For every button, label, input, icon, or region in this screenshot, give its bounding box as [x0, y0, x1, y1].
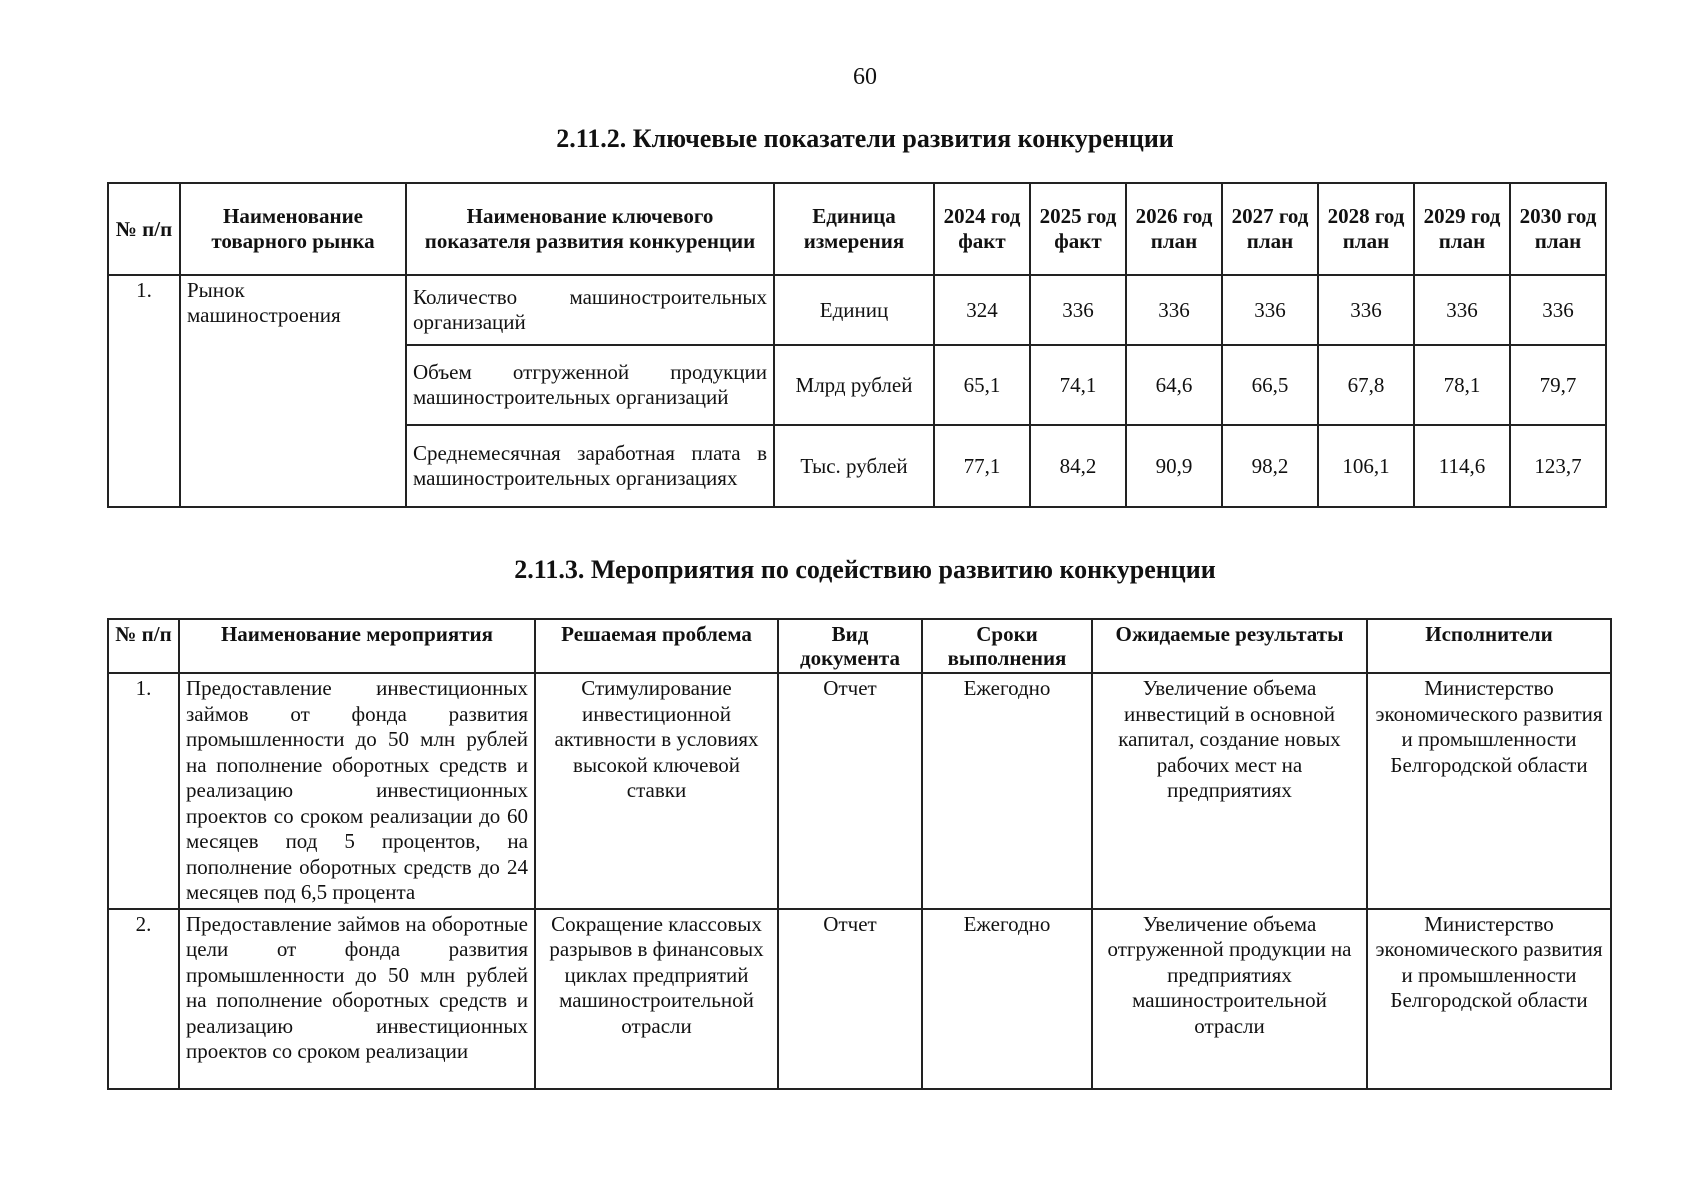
event-problem: Стимулирование инвестиционной активности в условиях высокой ключевой ставки	[535, 673, 778, 909]
header-2030: 2030 год план	[1510, 183, 1606, 275]
indicator-name: Количество машиностроительных организаций	[406, 275, 774, 345]
indicator-name: Среднемесячная заработная плата в машиностроительных организациях	[406, 425, 774, 507]
executors: Министерство экономического развития и промышленности Белгородской области	[1367, 673, 1611, 909]
row-number: 2.	[108, 909, 179, 1089]
executors: Министерство экономического развития и промышленности Белгородской области	[1367, 909, 1611, 1089]
header-market: Наименование товарного рынка	[180, 183, 406, 275]
header-2025: 2025 год факт	[1030, 183, 1126, 275]
events-header-row	[108, 619, 1611, 673]
value-2028: 67,8	[1318, 345, 1414, 425]
value-2025: 74,1	[1030, 345, 1126, 425]
header-2028: 2028 год план	[1318, 183, 1414, 275]
unit-cell: Единиц	[774, 275, 934, 345]
market-name: Рынок машиностроения	[180, 275, 406, 507]
value-2024: 324	[934, 275, 1030, 345]
value-2030: 336	[1510, 275, 1606, 345]
value-2027: 336	[1222, 275, 1318, 345]
document-type: Отчет	[778, 909, 922, 1089]
unit-cell: Тыс. рублей	[774, 425, 934, 507]
section-title-kpi: 2.11.2. Ключевые показатели развития конкуренции	[556, 124, 1174, 153]
section-title-events: 2.11.3. Мероприятия по содействию развитию конкуренции	[514, 555, 1216, 584]
value-2030: 123,7	[1510, 425, 1606, 507]
value-2026: 64,6	[1126, 345, 1222, 425]
value-2026: 336	[1126, 275, 1222, 345]
value-2024: 77,1	[934, 425, 1030, 507]
table-row	[108, 909, 1611, 1089]
value-2029: 78,1	[1414, 345, 1510, 425]
header-unit: Единица измерения	[774, 183, 934, 275]
expected-results: Увеличение объема инвестиций в основной капитал, создание новых рабочих мест на предприятиях	[1092, 673, 1367, 909]
expected-results: Увеличение объема отгруженной продукции на предприятиях машиностроительной отрасли	[1092, 909, 1367, 1089]
header-problem: Решаемая проблема	[535, 619, 778, 673]
value-2030: 79,7	[1510, 345, 1606, 425]
header-executors: Исполнители	[1367, 619, 1611, 673]
events-table	[107, 618, 1612, 1090]
event-name: Предоставление займов на оборотные цели от фонда развития промышленности до 50 млн рублей на пополнение оборотных средств и реализацию инвестиционных проектов со сроком реализации	[179, 909, 535, 1089]
page-number: 60	[853, 64, 877, 90]
row-number: 1.	[108, 275, 180, 507]
value-2025: 336	[1030, 275, 1126, 345]
header-indicator: Наименование ключевого показателя развития конкуренции	[406, 183, 774, 275]
header-num: № п/п	[108, 183, 180, 275]
value-2028: 336	[1318, 275, 1414, 345]
header-document-type: Вид документа	[778, 619, 922, 673]
header-2026: 2026 год план	[1126, 183, 1222, 275]
header-event-name: Наименование мероприятия	[179, 619, 535, 673]
table-row	[108, 673, 1611, 909]
header-num: № п/п	[108, 619, 179, 673]
header-deadline: Сроки выполнения	[922, 619, 1092, 673]
value-2028: 106,1	[1318, 425, 1414, 507]
document-type: Отчет	[778, 673, 922, 909]
unit-cell: Млрд рублей	[774, 345, 934, 425]
kpi-table	[107, 182, 1607, 508]
event-name: Предоставление инвестиционных займов от фонда развития промышленности до 50 млн рублей на пополнение оборотных средств и реализацию инвестиционных проектов со сроком реализации до 60 месяцев под 5 процентов, на пополнение оборотных средств до 24 месяцев под 6,5 процента	[179, 673, 535, 909]
kpi-header-row	[108, 183, 1606, 275]
indicator-name: Объем отгруженной продукции машиностроительных организаций	[406, 345, 774, 425]
header-expected-results: Ожидаемые результаты	[1092, 619, 1367, 673]
value-2029: 336	[1414, 275, 1510, 345]
value-2024: 65,1	[934, 345, 1030, 425]
value-2029: 114,6	[1414, 425, 1510, 507]
row-number: 1.	[108, 673, 179, 909]
value-2027: 66,5	[1222, 345, 1318, 425]
event-problem: Сокращение классовых разрывов в финансовых циклах предприятий машиностроительной отрасли	[535, 909, 778, 1089]
header-2027: 2027 год план	[1222, 183, 1318, 275]
deadline: Ежегодно	[922, 909, 1092, 1089]
value-2026: 90,9	[1126, 425, 1222, 507]
deadline: Ежегодно	[922, 673, 1092, 909]
value-2025: 84,2	[1030, 425, 1126, 507]
table-row	[108, 275, 1606, 345]
value-2027: 98,2	[1222, 425, 1318, 507]
header-2024: 2024 год факт	[934, 183, 1030, 275]
header-2029: 2029 год план	[1414, 183, 1510, 275]
